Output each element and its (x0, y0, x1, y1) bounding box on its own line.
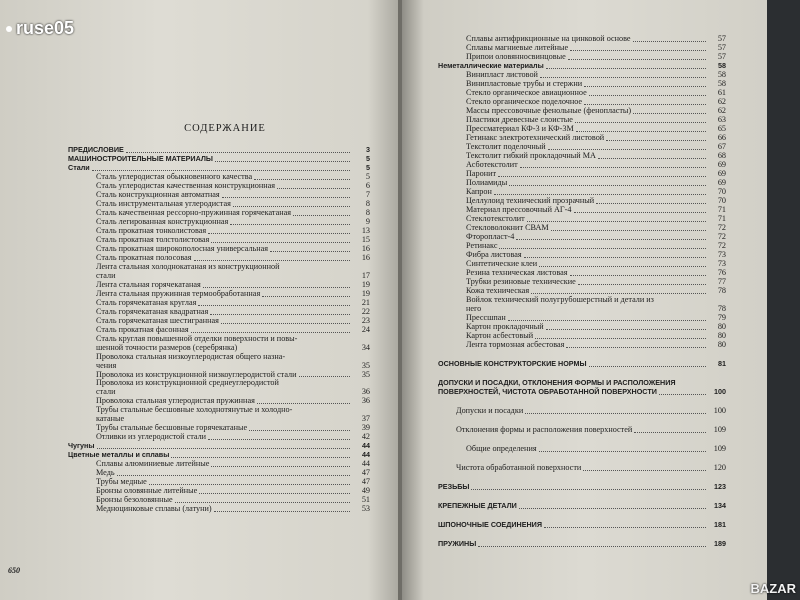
toc-entry-page: 23 (361, 315, 370, 325)
toc-entry-title: Картон прокладочный (466, 321, 544, 331)
toc-entry-title: Ретинакс (466, 241, 498, 251)
toc-entry-title: Текстолит поделочный (466, 142, 546, 152)
toc-entry-title: Лента тормозная асбестовая (466, 339, 565, 349)
toc-entry-title: Проволока из конструкционной среднеуглеродистой (96, 378, 279, 388)
toc-leader-dots (117, 469, 350, 476)
toc-entry (438, 464, 726, 473)
toc-leader-dots (551, 224, 706, 231)
toc-entry-title: шенной точности размеров (серебрянка) (96, 342, 238, 352)
toc-entry (68, 505, 370, 514)
toc-entry-title: Стеклотекстолит (466, 214, 525, 224)
toc-entry-page: 120 (713, 462, 726, 472)
toc-entry-title: Прессматериал КФ-3 и КФ-3М (466, 124, 574, 134)
toc-entry-title: Отливки из углеродистой стали (96, 432, 207, 442)
toc-leader-dots (198, 299, 350, 306)
toc-entry (438, 296, 726, 305)
toc-leader-dots (254, 173, 350, 180)
toc-entry-page: 44 (362, 450, 370, 460)
toc-leader-dots (221, 317, 350, 324)
toc-entry-page: 35 (361, 369, 370, 379)
toc-leader-dots (239, 345, 350, 351)
toc-entry-title: Бронзы безоловянные (96, 495, 173, 505)
toc-leader-dots (494, 188, 706, 195)
toc-entry-page: 72 (717, 232, 726, 242)
toc-leader-dots (539, 445, 706, 452)
toc-entry-page: 69 (717, 178, 726, 188)
toc-leader-dots (578, 278, 706, 285)
toc-leader-dots (97, 442, 350, 449)
toc-entry-page: 36 (361, 387, 370, 397)
toc-leader-dots (270, 245, 350, 252)
toc-leader-dots (208, 227, 350, 234)
toc-entry-title: КРЕПЕЖНЫЕ ДЕТАЛИ (438, 500, 517, 510)
toc-entry-title: Проволока стальная углеродистая пружинная (96, 396, 255, 406)
toc-entry (438, 483, 726, 492)
toc-entry-page: 57 (717, 34, 726, 44)
toc-entry-page: 58 (717, 70, 726, 80)
toc-entry-title: Отклонения формы и расположения поверхностей (456, 424, 633, 434)
toc-entry-page: 34 (361, 342, 370, 352)
toc-leader-dots (281, 380, 350, 386)
toc-leader-dots (471, 483, 706, 490)
toc-leader-dots (262, 290, 350, 297)
toc-leader-dots (524, 251, 706, 258)
toc-entry-title: Лента стальная горячекатаная (96, 279, 201, 289)
toc-leader-dots (149, 478, 350, 485)
toc-leader-dots (584, 98, 706, 105)
toc-entry-page: 73 (717, 259, 726, 269)
toc-entry-page: 77 (717, 277, 726, 287)
toc-entry-page: 70 (717, 187, 726, 197)
toc-entry-title: Сталь качественная рессорно-пружинная горячекатаная (96, 208, 292, 218)
toc-entry-title: ДОПУСКИ И ПОСАДКИ, ОТКЛОНЕНИЯ ФОРМЫ И РАСПОЛОЖЕНИЯ (438, 377, 676, 387)
toc-entry-page: 16 (361, 244, 370, 254)
toc-leader-dots (294, 407, 350, 413)
toc-entry-page: 78 (717, 286, 726, 296)
toc-entry-page: 6 (365, 181, 370, 191)
toc-entry-page: 67 (717, 142, 726, 152)
toc-entry-title: Трубки резиновые технические (466, 277, 576, 287)
toc-entry-page: 80 (717, 330, 726, 340)
book-cover-edge (767, 0, 800, 600)
toc-entry-page: 47 (361, 477, 370, 487)
toc-entry-page: 37 (361, 414, 370, 424)
toc-leader-dots (194, 254, 351, 261)
toc-entry-page: 8 (365, 208, 370, 218)
toc-entry (68, 433, 370, 442)
toc-entry-title: Проволока из конструкционной низкоуглеродистой стали (96, 369, 297, 379)
toc-leader-dots (570, 44, 706, 51)
toc-entry-page: 123 (714, 481, 726, 491)
watermark-dot-icon (6, 26, 12, 32)
toc-leader-dots (478, 540, 706, 547)
toc-entry-title: Лента стальная пружинная термообработанная (96, 288, 261, 298)
toc-leader-dots (575, 116, 706, 123)
toc-entry-page: 72 (717, 223, 726, 233)
toc-entry-title: Чугуны (68, 441, 95, 451)
toc-leader-dots (281, 264, 350, 270)
toc-entry-title: Кожа техническая (466, 286, 530, 296)
toc-entry-title: Стекловолокнит СВАМ (466, 223, 549, 233)
toc-entry-title: Цветные металлы и сплавы (68, 450, 170, 460)
toc-list-left (68, 146, 370, 514)
toc-leader-dots (299, 336, 350, 342)
toc-leader-dots (546, 62, 706, 69)
toc-leader-dots (126, 146, 350, 153)
watermark-text: ruse05 (16, 18, 75, 38)
toc-leader-dots (287, 354, 350, 360)
toc-entry-title: чения (96, 360, 117, 370)
toc-entry-title: Пластики древесные слоистые (466, 115, 573, 125)
toc-entry-page: 81 (718, 358, 726, 368)
toc-entry-page: 61 (717, 88, 726, 98)
toc-leader-dots (126, 416, 350, 422)
toc-entry-title: Трубы стальные бесшовные горячекатаные (96, 423, 248, 433)
toc-entry (438, 445, 726, 454)
toc-leader-dots (656, 297, 706, 303)
toc-entry-title: стали (96, 270, 116, 280)
toc-entry-title: Сплавы магниевые литейные (466, 43, 569, 53)
toc-leader-dots (568, 53, 706, 60)
toc-entry-page: 76 (717, 268, 726, 278)
toc-entry-title: Сталь прокатная толстолистовая (96, 235, 210, 245)
toc-entry (438, 388, 726, 397)
toc-entry-page: 42 (361, 432, 370, 442)
toc-entry-page: 134 (714, 500, 726, 510)
toc-entry (68, 155, 370, 164)
toc-entry-title: Стекло органическое авиационное (466, 88, 587, 98)
toc-leader-dots (499, 242, 706, 249)
toc-entry-title: Фибра листовая (466, 250, 522, 260)
page-title: СОДЕРЖАНИЕ (184, 123, 266, 134)
toc-leader-dots (519, 502, 706, 509)
toc-entry-title: Сталь горячекатаная круглая (96, 297, 197, 307)
toc-entry-page: 69 (717, 160, 726, 170)
toc-entry-title: Сталь углеродистая обыкновенного качества (96, 172, 253, 182)
toc-leader-dots (233, 200, 350, 207)
toc-entry-page: 72 (717, 241, 726, 251)
toc-entry-title: Полиамиды (466, 178, 508, 188)
toc-entry-page: 5 (366, 154, 370, 164)
toc-entry-title: Целлулоид технический прозрачный (466, 196, 595, 206)
toc-entry-title: Гетинакс электротехнический листовой (466, 133, 605, 143)
toc-entry-page: 78 (717, 303, 726, 313)
toc-leader-dots (596, 197, 706, 204)
toc-entry-title: Трубы стальные бесшовные холоднотянутые и холодно- (96, 405, 293, 415)
toc-leader-dots (508, 314, 706, 321)
toc-leader-dots (525, 407, 706, 414)
toc-leader-dots (633, 107, 706, 114)
toc-entry-title: Картон асбестовый (466, 330, 534, 340)
toc-entry-page: 19 (361, 288, 370, 298)
toc-leader-dots (540, 71, 706, 78)
toc-entry-title: катаные (96, 414, 125, 424)
toc-entry-title: стали (96, 387, 116, 397)
toc-leader-dots (548, 143, 706, 150)
toc-entry (438, 407, 726, 416)
toc-entry-page: 44 (361, 459, 370, 469)
toc-entry-title: Материал прессовочный АГ-4 (466, 205, 572, 215)
toc-entry-title: МАШИНОСТРОИТЕЛЬНЫЕ МАТЕРИАЛЫ (68, 154, 213, 164)
toc-leader-dots (118, 362, 350, 368)
toc-leader-dots (299, 370, 350, 377)
toc-entry-title: Сталь круглая повышенной отделки поверхности и повы- (96, 333, 298, 343)
toc-entry-page: 66 (717, 133, 726, 143)
toc-entry-page: 17 (361, 270, 370, 280)
toc-entry-title: Сталь горячекатаная квадратная (96, 306, 209, 316)
toc-entry-page: 21 (361, 297, 370, 307)
toc-leader-dots (546, 323, 706, 330)
toc-leader-dots (277, 182, 350, 189)
toc-leader-dots (118, 273, 351, 279)
toc-entry-page: 62 (717, 106, 726, 116)
toc-entry-page: 181 (714, 519, 726, 529)
toc-leader-dots (203, 281, 350, 288)
toc-entry-page: 9 (365, 217, 370, 227)
toc-entry-page: 24 (361, 324, 370, 334)
toc-entry-title: Сталь прокатная фасонная (96, 324, 189, 334)
toc-leader-dots (520, 161, 706, 168)
toc-leader-dots (678, 380, 706, 386)
toc-entry-title: Сталь углеродистая качественная конструкционная (96, 181, 276, 191)
toc-leader-dots (215, 155, 350, 162)
toc-leader-dots (659, 388, 706, 395)
toc-leader-dots (498, 170, 706, 177)
toc-entry-title: Винипластовые трубы и стержни (466, 79, 583, 89)
toc-entry-page: 71 (717, 214, 726, 224)
toc-entry (438, 426, 726, 435)
toc-leader-dots (211, 460, 350, 467)
toc-entry-title: Сплавы антифрикционные на цинковой основе (466, 34, 631, 44)
toc-entry-page: 58 (717, 79, 726, 89)
toc-entry-title: Войлок технический полугрубошерстный и детали из (466, 295, 654, 304)
toc-entry-page: 57 (717, 43, 726, 53)
toc-leader-dots (589, 89, 706, 96)
toc-entry-title: Лента стальная холоднокатаная из конструкционной (96, 262, 280, 271)
toc-entry-title: Сталь прокатная полосовая (96, 253, 192, 263)
toc-entry-page: 71 (717, 205, 726, 215)
toc-leader-dots (214, 505, 350, 512)
toc-leader-dots (208, 433, 350, 440)
toc-entry-title: него (466, 303, 482, 313)
toc-leader-dots (584, 80, 706, 87)
toc-list-right (438, 35, 726, 549)
toc-leader-dots (230, 218, 350, 225)
toc-leader-dots (598, 152, 706, 159)
toc-entry-title: Паронит (466, 169, 497, 179)
toc-entry-page: 5 (365, 172, 370, 182)
toc-leader-dots (516, 233, 706, 240)
toc-entry-page: 62 (717, 97, 726, 107)
toc-entry-page: 70 (717, 196, 726, 206)
toc-entry (438, 360, 726, 369)
toc-entry-title: ШПОНОЧНЫЕ СОЕДИНЕНИЯ (438, 519, 543, 529)
toc-leader-dots (293, 209, 350, 216)
toc-entry-title: Припои оловянносвинцовые (466, 52, 566, 62)
toc-entry-title: Массы прессовочные фенольные (фенопласты) (466, 106, 632, 116)
toc-entry-title: Бронзы оловянные литейные (96, 486, 198, 496)
toc-entry-title: Фторопласт-4 (466, 232, 515, 242)
toc-entry-page: 19 (361, 279, 370, 289)
toc-leader-dots (199, 487, 350, 494)
toc-entry-title: Сплавы алюминиевые литейные (96, 459, 210, 469)
toc-leader-dots (92, 164, 350, 171)
toc-leader-dots (483, 306, 706, 312)
toc-entry-title: Неметаллические материалы (438, 61, 544, 71)
toc-entry-title: Прессшпан (466, 312, 506, 322)
toc-entry-title: Текстолит гибкий прокладочный МА (466, 151, 596, 161)
toc-entry-page: 65 (717, 124, 726, 134)
toc-entry-page: 53 (361, 504, 370, 514)
toc-entry-page: 44 (362, 441, 370, 451)
toc-entry-title: Винипласт листовой (466, 70, 538, 80)
toc-entry-title: Допуски и посадки (456, 405, 524, 415)
toc-entry-title: Чистота обработанной поверхности (456, 462, 582, 472)
toc-entry (438, 521, 726, 530)
toc-entry-page: 16 (361, 253, 370, 263)
toc-entry-page: 73 (717, 250, 726, 260)
toc-leader-dots (583, 464, 706, 471)
toc-entry-title: Стекло органическое поделочное (466, 97, 583, 107)
toc-leader-dots (574, 206, 707, 213)
toc-entry-title: Асботекстолит (466, 160, 518, 170)
toc-entry-page: 79 (717, 312, 726, 322)
toc-entry (438, 502, 726, 511)
toc-entry-title: ОСНОВНЫЕ КОНСТРУКТОРСКИЕ НОРМЫ (438, 358, 587, 368)
toc-leader-dots (634, 426, 706, 433)
toc-entry-title: Резина техническая листовая (466, 268, 568, 278)
toc-leader-dots (566, 341, 706, 348)
toc-leader-dots (118, 389, 351, 395)
toc-entry-page: 80 (717, 339, 726, 349)
toc-entry-page: 109 (713, 424, 726, 434)
toc-entry-title: Общие определения (466, 443, 537, 453)
toc-leader-dots (539, 260, 706, 267)
toc-leader-dots (222, 191, 350, 198)
toc-entry-title: Медноцинковые сплавы (латуни) (96, 504, 212, 514)
toc-entry-title: ПРЕДИСЛОВИЕ (68, 145, 124, 155)
toc-entry-title: Сталь горячекатаная шестигранная (96, 315, 219, 325)
toc-leader-dots (175, 496, 350, 503)
toc-entry-page: 15 (361, 235, 370, 245)
toc-entry-title: Сталь конструкционная автоматная (96, 190, 220, 200)
toc-leader-dots (576, 125, 706, 132)
toc-leader-dots (249, 424, 350, 431)
toc-entry-page: 57 (717, 52, 726, 62)
toc-entry-page: 58 (718, 61, 726, 71)
toc-entry-page: 189 (714, 538, 726, 548)
toc-leader-dots (531, 287, 706, 294)
toc-entry-page: 35 (361, 360, 370, 370)
toc-entry-title: Сталь прокатная тонколистовая (96, 226, 207, 236)
toc-leader-dots (633, 35, 706, 42)
page-number: 650 (8, 566, 20, 575)
toc-entry-page: 68 (717, 151, 726, 161)
toc-entry-title: Медь (96, 468, 115, 478)
toc-entry-page: 47 (361, 468, 370, 478)
toc-entry-page: 3 (366, 145, 370, 155)
toc-entry-page: 80 (717, 321, 726, 331)
toc-entry-page: 8 (365, 199, 370, 209)
toc-entry-page: 109 (713, 443, 726, 453)
toc-entry-page: 39 (361, 423, 370, 433)
corner-watermark: BAZAR (750, 581, 796, 596)
toc-entry-title: Капрон (466, 187, 492, 197)
toc-leader-dots (589, 360, 706, 367)
toc-entry-title: РЕЗЬБЫ (438, 481, 470, 491)
toc-leader-dots (211, 236, 350, 243)
toc-leader-dots (535, 332, 706, 339)
toc-entry (438, 540, 726, 549)
toc-entry-title: Синтетические клеи (466, 259, 538, 269)
toc-entry-page: 51 (361, 495, 370, 505)
toc-entry-title: Сталь легированная конструкционная (96, 217, 229, 227)
toc-leader-dots (171, 451, 350, 458)
toc-entry-title: ПОВЕРХНОСТЕЙ, ЧИСТОТА ОБРАБОТАННОЙ ПОВЕРХНОСТИ (438, 386, 657, 396)
toc-entry-page: 100 (713, 405, 726, 415)
toc-entry-page: 100 (714, 386, 726, 396)
toc-entry-page: 22 (361, 306, 370, 316)
toc-entry-title: Стали (68, 163, 90, 173)
toc-leader-dots (191, 326, 350, 333)
toc-entry-title: Сталь прокатная широкополосная универсальная (96, 244, 269, 254)
toc-leader-dots (544, 521, 706, 528)
toc-entry-page: 63 (717, 115, 726, 125)
toc-entry-title: Трубы медные (96, 477, 147, 487)
toc-entry-page: 5 (366, 163, 370, 173)
toc-leader-dots (257, 397, 350, 404)
toc-entry-page: 7 (365, 190, 370, 200)
toc-leader-dots (606, 134, 706, 141)
toc-entry-page: 69 (717, 169, 726, 179)
toc-entry-title: Проволока стальная низкоуглеродистая общего назна- (96, 351, 286, 361)
toc-entry (438, 341, 726, 350)
toc-entry-title: ПРУЖИНЫ (438, 538, 477, 548)
toc-leader-dots (210, 308, 350, 315)
toc-entry-page: 13 (361, 226, 370, 236)
toc-leader-dots (570, 269, 706, 276)
toc-leader-dots (527, 215, 706, 222)
watermark-logo (6, 18, 74, 39)
toc-entry-page: 36 (361, 396, 370, 406)
toc-entry-page: 49 (361, 486, 370, 496)
toc-entry-title: Сталь инструментальная углеродистая (96, 199, 231, 209)
toc-leader-dots (509, 179, 706, 186)
